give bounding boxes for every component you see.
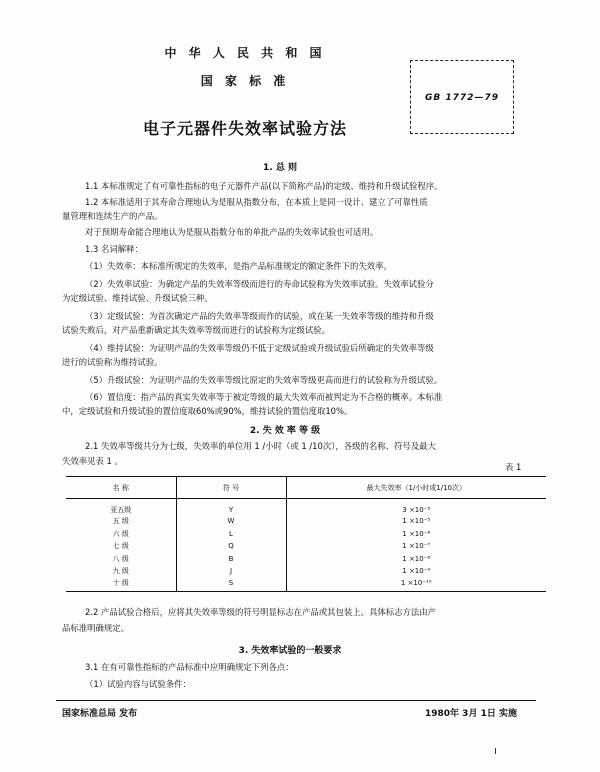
country-header: 中 华 人 民 共 和 国: [164, 46, 326, 60]
section-3-heading: 3. 失效率试验的一般要求: [238, 646, 342, 656]
column-header-name: 名 称: [66, 477, 176, 499]
footer-effective-date: 1980年 3月 1日 实施: [425, 709, 517, 719]
definition-3-line2: 试验失败后，对产品重新确定其失效率等级而进行的试验称为定级试验。: [62, 325, 330, 335]
definition-6-line1: （6）置信度：指产品的真实失效率等于被定等级的最大失效率而被判定为不合格的概率。本标准: [85, 392, 443, 402]
table-1-label: 表 1: [505, 462, 522, 472]
cell-name: 八 级: [112, 554, 129, 563]
column-header-max-rate: 最大失效率（1/小时或1/10次）: [286, 477, 546, 499]
cell-name: 九 级: [112, 567, 129, 576]
cell-symbol: J: [176, 565, 286, 578]
cell-symbol: S: [176, 578, 286, 592]
definition-3-line1: （3）定级试验：为首次确定产品的失效率等级而作的试验，或在某一失效率等级的维持和升级: [85, 311, 434, 321]
definition-2-line1: （2）失效率试验：为确定产品的失效率等级而进行的寿命试验称为失效率试验。失效率试验分: [85, 279, 434, 289]
definition-4-line1: （4）维持试验：为证明产品的失效率等级仍不低于定级试验或升级试验后所确定的失效率等级: [85, 343, 434, 353]
footer-issuer: 国家标准总局 发布: [62, 709, 138, 719]
section-1-heading: 1. 总 则: [263, 163, 297, 173]
cell-max-rate: 1 ×10⁻¹⁰: [286, 578, 546, 592]
document-title: 电子元器件失效率试验方法: [142, 119, 347, 138]
cell-max-rate: 3 ×10⁻⁵: [286, 499, 546, 516]
paragraph-1-1: 1.1 本标准规定了有可靠性指标的电子元器件产品(以下简称产品)的定级、维持和升级试验程序。: [85, 181, 443, 191]
paragraph-2-2-line1: 2.2 产品试验合格后，应将其失效率等级的符号明显标志在产品或其包装上。具体标志方法由产: [85, 607, 436, 617]
standard-number: GB 1772—79: [425, 93, 499, 103]
scan-mark: [495, 748, 496, 754]
paragraph-3-1-item-1: （1）试验内容与试验条件：: [85, 679, 191, 689]
footer-divider: [56, 700, 536, 701]
cell-symbol: Q: [176, 540, 286, 553]
table-row: [66, 565, 546, 578]
definition-2-line2: 为定级试验、维持试验、升级试验三种。: [62, 293, 213, 303]
table-row: [66, 578, 546, 592]
paragraph-2-1-line2: 失效率见表 1 。: [62, 456, 123, 466]
cell-name: 六 级: [112, 529, 129, 538]
table-row: [66, 499, 546, 516]
table-row: [66, 553, 546, 566]
cell-max-rate: 1 ×10⁻⁵: [286, 515, 546, 528]
definition-5: （5）升级试验：为证明产品的失效率等级比原定的失效率等级更高而进行的试验称为升级试验。: [85, 375, 443, 385]
table-row: [66, 528, 546, 541]
paragraph-1-2-line1: 1.2 本标准适用于其寿命合理地认为是服从指数分布，在本质上是同一设计、建立了可靠性质: [85, 197, 428, 207]
cell-symbol: B: [176, 553, 286, 566]
cell-symbol: L: [176, 528, 286, 541]
paragraph-1-2-line2: 量管理和连续生产的产品。: [62, 211, 163, 221]
table-header-row: [66, 477, 546, 499]
cell-max-rate: 1 ×10⁻⁶: [286, 528, 546, 541]
cell-name: 十 级: [66, 578, 176, 592]
definition-1: （1）失效率：本标准所规定的失效率，是指产品标准规定的额定条件下的失效率。: [85, 261, 392, 271]
cell-max-rate: 1 ×10⁻⁹: [286, 565, 546, 578]
definition-4-line2: 进行的试验称为维持试验。: [62, 357, 163, 367]
table-row: [66, 540, 546, 553]
paragraph-1-3: 1.3 名词解释：: [85, 244, 143, 254]
cell-name: 七 级: [112, 542, 129, 551]
cell-name: 亚五级: [110, 506, 132, 514]
paragraph-3-1: 3.1 在有可靠性指标的产品标准中应明确规定下列各点：: [85, 662, 294, 672]
failure-rate-table: [66, 476, 546, 592]
definition-6-line2: 中，定级试验和升级试验的置信度取60%或90%，维持试验的置信度取10%。: [62, 406, 353, 416]
table-row: [66, 515, 546, 528]
standard-type-header: 国 家 标 准: [200, 74, 290, 88]
paragraph-2-1-line1: 2.1 失效率等级共分为七级，失效率的单位用 1 /小时（或 1 /10次），各级的名称、符号及最大: [85, 441, 436, 451]
standard-number-box: [410, 60, 514, 134]
column-header-symbol: 符 号: [176, 477, 286, 499]
cell-max-rate: 1 ×10⁻⁸: [286, 553, 546, 566]
cell-symbol: W: [176, 515, 286, 528]
cell-max-rate: 1 ×10⁻⁷: [286, 540, 546, 553]
section-2-heading: 2. 失 效 率 等 级: [249, 426, 321, 436]
cell-name: 五 级: [112, 517, 129, 526]
paragraph-1-2-line3: 对于预期寿命能合理地认为是服从指数分布的单批产品的失效率试验也可适用。: [85, 227, 379, 237]
cell-symbol: Y: [176, 499, 286, 516]
paragraph-2-2-line2: 品标准明确规定。: [62, 623, 129, 633]
